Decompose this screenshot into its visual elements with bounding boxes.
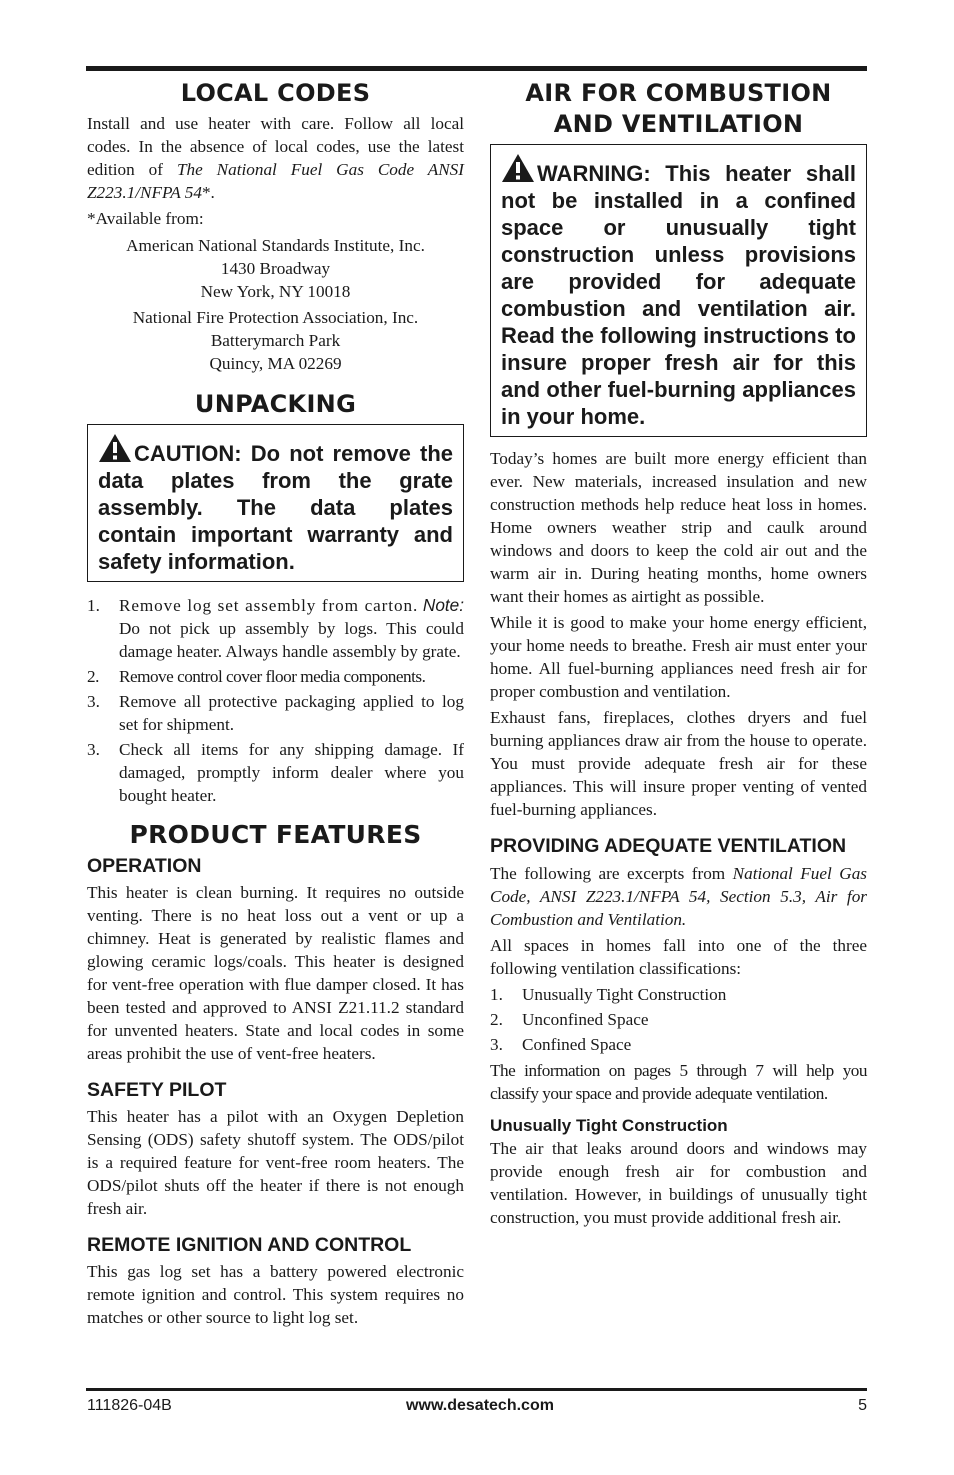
air-para-3: Exhaust fans, fireplaces, clothes dryers and fuel burning appliances draw air from the house to operate. You must provide adequate fresh air for these appliances. This will insure proper venting of vented fuel-burning appliances. [490, 708, 867, 819]
address-nfpa: National Fire Protection Association, Inc. Batterymarch Park Quincy, MA 02269 [132, 308, 419, 373]
local-codes-heading: LOCAL CODES [180, 79, 371, 107]
right-column [490, 78, 867, 1232]
address-ansi: American National Standards Institute, Inc. 1430 Broadway New York, NY 10018 [126, 236, 425, 301]
page-number: 5 [858, 1397, 867, 1414]
caution-icon [98, 433, 132, 463]
product-features-heading: PRODUCT FEATURES [129, 820, 422, 849]
remote-text: This gas log set has a battery powered electronic remote ignition and control. This system requires no matches or other source to light log set. [87, 1262, 464, 1327]
list-item: 3. Check all items for any shipping damage. If damaged, promptly inform dealer where you bought heater. [87, 740, 464, 805]
air-heading: AIR FOR COMBUSTION AND VENTILATION [525, 79, 832, 138]
remote-heading: REMOTE IGNITION AND CONTROL [87, 1234, 412, 1256]
tight-construction-text: The air that leaks around doors and windows may provide enough fresh air for combustion and ventilation. However, in buildings of unusually tight construction, you must provide additional fresh air. [490, 1139, 867, 1227]
bottom-rule [86, 1388, 867, 1391]
left-column [87, 78, 464, 1332]
ventilation-para-2: All spaces in homes fall into one of the three following ventilation classifications: [490, 936, 867, 978]
part-number: 111826-04B [87, 1397, 172, 1414]
list-item: 2. Remove control cover floor media components. [87, 667, 426, 686]
ventilation-para-3: The information on pages 5 through 7 will help you classify your space and provide adequate ventilation. [490, 1061, 867, 1103]
code-title: The National Fuel Gas Code ANSI Z223.1/NFPA 54 [87, 160, 465, 202]
local-codes-text: Install and use heater with care. Follow all local codes. In the absence of local codes, use the latest edition of The National Fuel Gas Code ANSI Z223.1/NFPA 54*. [87, 114, 465, 202]
list-item: 2. Unconfined Space [490, 1010, 649, 1029]
warning-icon [501, 153, 535, 183]
list-item: 1. Unusually Tight Construction [490, 985, 727, 1004]
operation-heading: OPERATION [87, 855, 202, 877]
ventilation-heading: PROVIDING ADEQUATE VENTILATION [490, 835, 847, 857]
ventilation-intro: The following are excerpts from National Fuel Gas Code, ANSI Z223.1/NFPA 54, Section 5.3, Air for Combustion and Ventilation. [490, 864, 867, 929]
unpacking-heading: UNPACKING [194, 390, 357, 418]
unpacking-steps [87, 594, 464, 807]
safety-pilot-heading: SAFETY PILOT [87, 1079, 227, 1101]
tight-construction-heading: Unusually Tight Construction [490, 1116, 728, 1135]
available-from: *Available from: [87, 209, 204, 228]
safety-pilot-text: This heater has a pilot with an Oxygen Depletion Sensing (ODS) safety shutoff system. The ODS/pilot is a required feature for vent-free room heaters. The ODS/pilot shuts off the heater if there is not enough fresh air. [87, 1107, 464, 1218]
ventilation-classes [490, 983, 867, 1056]
list-item: 3. Remove all protective packaging applied to log set for shipment. [87, 692, 464, 734]
air-para-2: While it is good to make your home energy efficient, your home needs to breathe. Fresh air must enter your home. All fuel-burning appliances need fresh air for proper combustion and ventilation. [490, 613, 867, 701]
top-rule [86, 66, 867, 71]
operation-text: This heater is clean burning. It requires no outside venting. There is no heat loss out a vent or up a chimney. Heat is generated by realistic flames and glowing ceramic logs/coals. This heater is designed for vent-free operation with flue damper closed. It has been tested and approved to ANSI Z21.11.2 standard for unvented heaters. State and local codes in some areas prohibit the use of vent-free heaters. [87, 883, 464, 1063]
caution-box: CAUTION: Do not remove the data plates from the grate assembly. The data plates contain important warranty and safety information. [87, 424, 464, 582]
list-item: 3. Confined Space [490, 1035, 632, 1054]
list-item: 1. Remove log set assembly from carton. Note: Do not pick up assembly by logs. This could damage heater. Always handle assembly by grate. [87, 595, 464, 661]
website-link[interactable]: www.desatech.com [406, 1397, 554, 1414]
air-para-1: Today’s homes are built more energy efficient than ever. New materials, increased insulation and new construction methods help reduce heat loss in homes. Home owners weather strip and caulk around windows and doors to keep the cold air out and the warm air in. During heating months, home owners want their homes as airtight as possible. [490, 449, 867, 606]
warning-box: WARNING: This heater shall not be installed in a confined space or unusually tight construction unless provisions are provided for adequate combustion and ventilation air. Read the following instructions to insure proper fresh air for this and other fuel-burning appliances in your home. [490, 144, 867, 437]
